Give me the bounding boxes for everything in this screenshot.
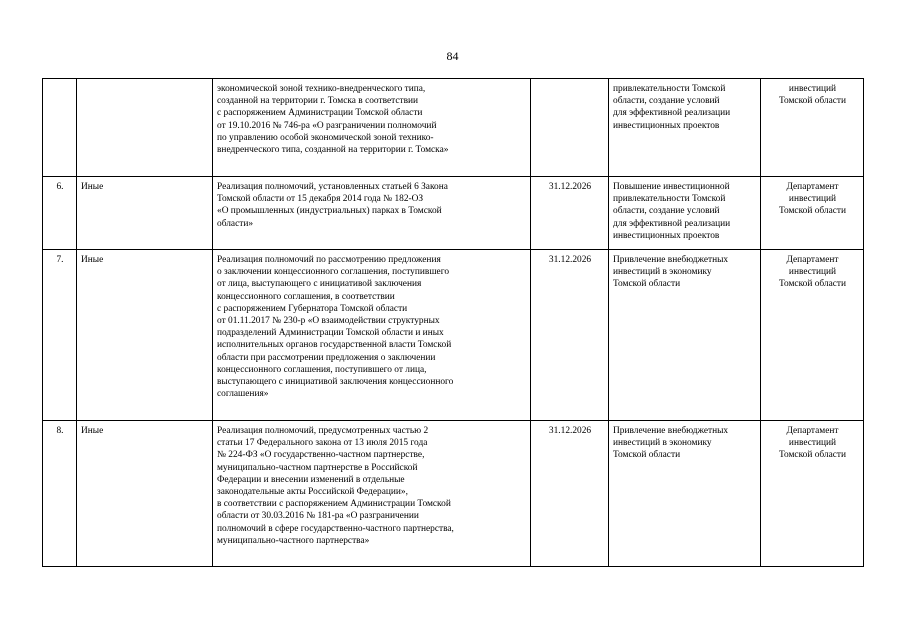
row-number: 7.: [43, 250, 77, 421]
row-date: 31.12.2026: [531, 177, 609, 250]
page-number: 84: [446, 49, 459, 63]
table-row: [43, 421, 864, 567]
row-description: экономической зоной технико-внедренческого типа, созданной на территории г. Томска в соответствии с распоряжением Администрации Томской области от 19.10.2016 № 746-ра «О разграничении полномочий по управлению особой экономической зоной технико- внедренческого типа, созданной на территории г. Томска»: [213, 79, 531, 177]
row-goal: Повышение инвестиционной привлекательности Томской области, создание условий для эффективной реализации инвестиционных проектов: [609, 177, 761, 250]
row-responsible: Департамент инвестиций Томской области: [761, 177, 864, 250]
row-type: Иные: [77, 421, 213, 567]
row-date: 31.12.2026: [531, 250, 609, 421]
row-responsible: Департамент инвестиций Томской области: [761, 250, 864, 421]
row-goal: привлекательности Томской области, создание условий для эффективной реализации инвестиционных проектов: [609, 79, 761, 177]
row-number: 6.: [43, 177, 77, 250]
row-date: [531, 79, 609, 177]
row-goal: Привлечение внебюджетных инвестиций в экономику Томской области: [609, 421, 761, 567]
row-type: Иные: [77, 250, 213, 421]
measures-table: [42, 78, 864, 567]
table-row: [43, 250, 864, 421]
row-responsible: инвестиций Томской области: [761, 79, 864, 177]
row-description: Реализация полномочий, предусмотренных частью 2 статьи 17 Федерального закона от 13 июля 2015 года № 224-ФЗ «О государственно-частном партнерстве, муниципально-частном партнерстве в Российской Федерации и внесении изменений в отдельные законодательные акты Российской Федерации», в соответствии с распоряжением Администрации Томской области от 30.03.2016 № 181-ра «О разграничении полномочий в сфере государственно-частного партнерства, муниципально-частного партнерства»: [213, 421, 531, 567]
row-description: Реализация полномочий по рассмотрению предложения о заключении концессионного соглашения, поступившего от лица, выступающего с инициативой заключения концессионного соглашения, в соответствии с распоряжением Губернатора Томской области от 01.11.2017 № 230-р «О взаимодействии структурных подразделений Администрации Томской области и иных исполнительных органов государственной власти Томской области при рассмотрении предложения о заключении концессионного соглашения, поступившего от лица, выступающего с инициативой заключения концессионного соглашения»: [213, 250, 531, 421]
row-number: [43, 79, 77, 177]
row-number: 8.: [43, 421, 77, 567]
row-description: Реализация полномочий, установленных статьей 6 Закона Томской области от 15 декабря 2014 года № 182-ОЗ «О промышленных (индустриальных) парках в Томской области»: [213, 177, 531, 250]
row-responsible: Департамент инвестиций Томской области: [761, 421, 864, 567]
table-row: [43, 177, 864, 250]
row-type: Иные: [77, 177, 213, 250]
row-date: 31.12.2026: [531, 421, 609, 567]
row-type: [77, 79, 213, 177]
table-row: [43, 79, 864, 177]
row-goal: Привлечение внебюджетных инвестиций в экономику Томской области: [609, 250, 761, 421]
